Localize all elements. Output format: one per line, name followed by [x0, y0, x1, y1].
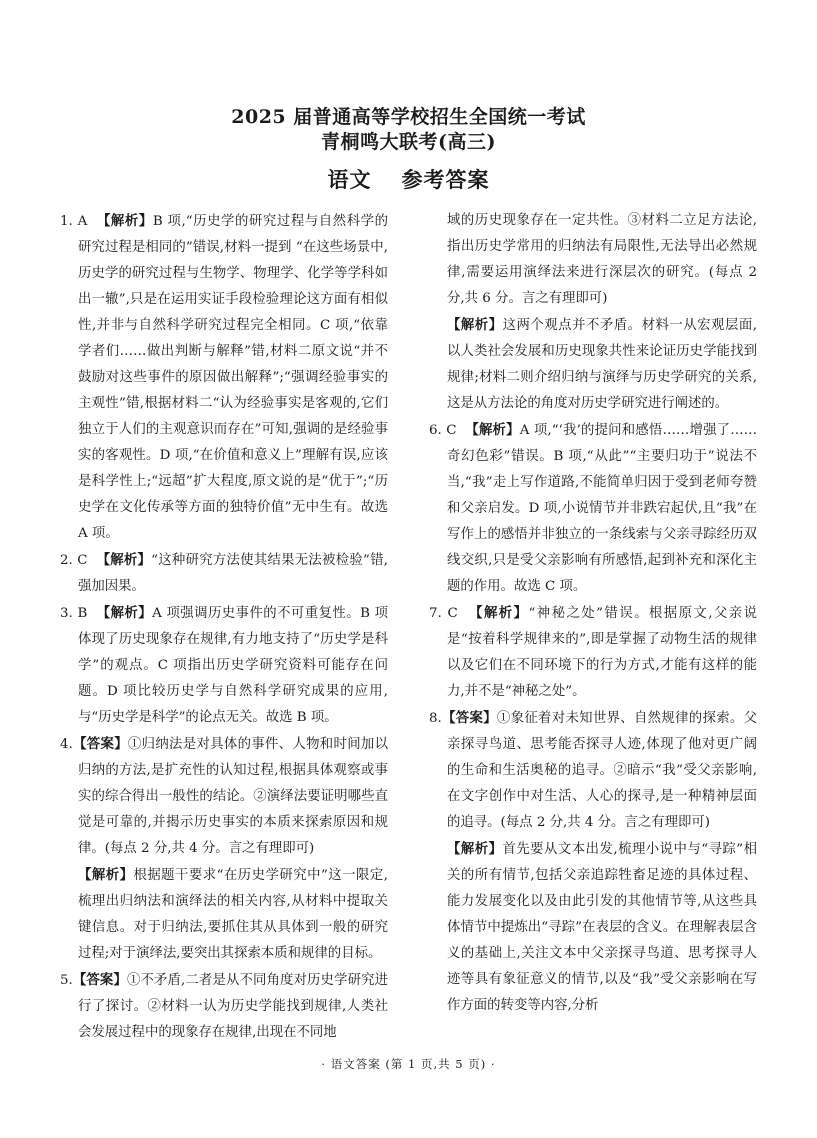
analysis-text: 首先要从文本出发,梳理小说中与“寻踪”相关的所有情节,包括父亲追踪牲畜足迹的具体过程、能力发展变化以及由此引发的其他情节等,从这些具体情节中提炼出“寻踪”在表层的含义。在理解表层含义的基础上,关注文本中父亲探寻鸟道、思考探寻人迹等具有象征意义的情节,以及“我”受父亲影响在写作方面的转变等内容,分析 [447, 842, 757, 1013]
analysis-tag: 【解析】 [469, 605, 529, 621]
analysis-tag: 【解析】 [465, 422, 520, 438]
answer-label: 参考答案 [401, 167, 490, 192]
analysis-tag: 【解析】 [447, 317, 503, 333]
answer-tag: 【答案】 [72, 972, 127, 988]
analysis-text: 根据题干要求“在历史学研究中”这一限定,梳理出归纳法和演绎法的相关内容,从材料中提取关键信息。对于归纳法,要抓住其从具体到一般的研究过程;对于演绎法,要突出其探索本质和规律的目标。 [78, 868, 388, 961]
answer-item-5 [60, 967, 388, 1046]
answer-text: A 项强调历史事件的不可重复性。B 项体现了历史现象存在规律,有力地支持了“历史学是科学”的观点。C 项指出历史学研究资料可能存在问题。D 项比较历史学与自然科学研究成果的应用,与“历史学是科学”的论点无关。故选 B 项。 [78, 606, 389, 725]
analysis-tag: 【解析】 [96, 605, 153, 621]
answer-item-4 [60, 731, 388, 862]
question-number: 4. [60, 737, 73, 752]
question-number: 5. [60, 973, 73, 988]
left-column [60, 208, 388, 1046]
analysis-item-8 [429, 836, 757, 1019]
answer-text: ①象征着对未知世界、自然规律的探索。父亲探寻鸟道、思考能否探寻人迹,体现了他对更广阔的生命和生活奥秘的追寻。②暗示“我”受父亲影响,在文字创作中对生活、人心的探寻,是一种精神层面的追寻。(每点 2 分,共 4 分。言之有理即可) [447, 711, 758, 830]
question-number: 1. A [60, 214, 88, 229]
exam-title: 2025 届普通高等学校招生全国统一考试 [231, 106, 586, 128]
question-number: 2. C [60, 553, 88, 568]
answer-tag: 【答案】 [72, 736, 128, 752]
answer-text: ①不矛盾,二者是从不同角度对历史学研究进行了探讨。②材料一认为历史学能找到规律,人类社会发展过程中的现象存在规律,出现在不同地 [78, 973, 388, 1040]
analysis-text: 这两个观点并不矛盾。材料一从宏观层面,以人类社会发展和历史现象共性来论证历史学能找到规律;材料二则介绍归纳与演绎与历史学研究的关系,这是从方法论的角度对历史学研究进行阐述的。 [447, 318, 757, 411]
analysis-tag: 【解析】 [447, 841, 503, 857]
subject-label: 语文 [327, 167, 372, 192]
question-number: 3. B [60, 606, 88, 621]
analysis-tag: 【解析】 [96, 213, 153, 229]
answer-text: “神秘之处”错误。根据原文,父亲说是“按着科学规律来的”,即是掌握了动物生活的规律以及它们在不同环境下的行为方式,才能有这样的能力,并不是“神秘之处”。 [447, 606, 758, 699]
answer-text: ①归纳法是对具体的事件、人物和时间加以归纳的方法,是扩充性的认知过程,根据具体观察或事实的综合得出一般性的结论。②演绎法要证明哪些直觉是可靠的,并揭示历史事实的本质来探索原因和规律。(每点 2 分,共 4 分。言之有理即可) [78, 737, 389, 856]
answer-item-2 [60, 547, 388, 600]
right-column [429, 208, 757, 1019]
answer-text: B 项,“历史学的研究过程与自然科学的研究过程是相同的”错误,材料一提到 “在这些场景中,历史学的研究过程与生物学、物理学、化学等学科如出一辙”,只是在运用实证手段检验理论这方面有相似性,并非与自然科学研究过程完全相同。C 项,“依靠学者们……做出判断与解释”错,材料二原文说“并不鼓励对这些事件的原因做出解释”;“强调经验事实的主观性”错,根据材料二“认为经验事实是客观的,它们独立于人们的主观意识而存在”可知,强调的是经验事实的客观性。D 项,“在价值和意义上”理解有误,应该是科学性上;“远超”扩大程度,原文说的是“优于”;“历史学在文化传承等方面的独特价值”无中生有。故选 A 项。 [78, 214, 389, 541]
answer-tag: 【答案】 [441, 710, 497, 726]
answer-item-5-continued: 域的历史现象存在一定共性。③材料二立足方法论,指出历史学常用的归纳法有局限性,无法导出必然规律,需要运用演绎法来进行深层次的研究。(每点 2 分,共 6 分。言之有理即可) [447, 213, 757, 306]
answer-item-7 [429, 600, 757, 705]
answer-text: A 项,“‘我’的提问和感悟……增强了……奇幻色彩”错误。B 项,“从此”“主要归功于”说法不当,“我”走上写作道路,不能简单归因于受到老师夸赞和父亲启发。D 项,小说情节并非跌宕起伏,且“我”在写作上的感悟并非独立的一条线索与父亲寻踪经历双线交织,只是受父亲影响有所感悟,起到补充和深化主题的作用。故选 C 项。 [447, 423, 758, 594]
analysis-item-4 [60, 862, 388, 967]
question-number: 6. C [429, 423, 457, 438]
analysis-tag: 【解析】 [78, 867, 134, 883]
question-number: 8. [429, 711, 442, 726]
answer-item-1 [60, 208, 388, 547]
doc-title [0, 164, 817, 194]
exam-subtitle: 青桐鸣大联考(高三) [321, 131, 496, 153]
analysis-tag: 【解析】 [96, 552, 152, 568]
page-footer: · 语文答案 (第 1 页,共 5 页) · [321, 1057, 496, 1071]
answer-text: “这种研究方法使其结果无法被检验”错,强加因果。 [78, 553, 389, 594]
analysis-item-5 [429, 312, 757, 417]
answer-item-6 [429, 417, 757, 600]
answer-item-8 [429, 705, 757, 836]
question-number: 7. C [429, 606, 458, 621]
answer-item-3 [60, 600, 388, 731]
